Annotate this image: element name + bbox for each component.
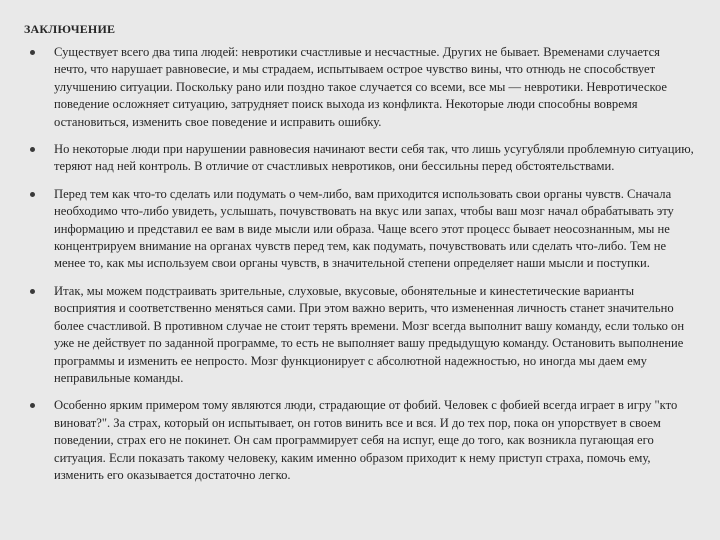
- bullet-icon: [30, 192, 35, 197]
- bullet-text: Особенно ярким примером тому являются люди, страдающие от фобий. Человек с фобией всегда играет в игру "кто виноват?". За страх, который он испытывает, он готов винить все и вся. И до тех пор, пока он упорствует в своем поведении, страх его не покинет. Он сам программирует себя на испуг, еще до того, как возникла пугающая его ситуация. Если показать такому человеку, каким именно образом приходит к нему приступ страха, помочь ему, изменить его оказывается достаточно легко.: [54, 398, 678, 482]
- bullet-icon: [30, 289, 35, 294]
- bullet-icon: [30, 50, 35, 55]
- list-item: [24, 283, 694, 387]
- list-item: [24, 397, 694, 484]
- bullet-text: Перед тем как что-то сделать или подумать о чем-либо, вам приходится использовать свои органы чувств. Сначала необходимо что-либо увидеть, услышать, почувствовать на вкус или запах, чтобы ваш мозг начал обрабатывать эту информацию и представил ее вам в виде мысли или образа. Чаще всего этот процесс бывает неосознанным, мы не концентрируем внимание на органах чувств перед тем, как подумать, почувствовать или сделать что-либо. Тем не менее то, как мы используем свои органы чувств, в значительной степени определяет наши мысли и поступки.: [54, 186, 674, 271]
- list-item: [24, 186, 694, 273]
- bullet-text: Существует всего два типа людей: невротики счастливые и несчастные. Других не бывает. Временами случается нечто, что нарушает равновесие, и мы страдаем, испытываем острое чувство вины, что отнюдь не способствует улучшению ситуации. Поскольку рано или поздно такое случается со всеми, все мы — невротики. Невротическое поведение осложняет ситуацию, затрудняет поиск выхода из конфликта. Некоторые люди способны вовремя остановиться, изменить свое поведение и исправить ошибку.: [54, 45, 668, 129]
- slide-title: ЗАКЛЮЧЕНИЕ: [24, 22, 116, 36]
- list-item: [24, 44, 694, 131]
- bullet-icon: [30, 147, 35, 152]
- bullet-text: Итак, мы можем подстраивать зрительные, слуховые, вкусовые, обонятельные и кинестетические варианты восприятия и соответственно меняться сами. При этом важно верить, что измененная личность станет значительно более счастливой. В противном случае не стоит терять времени. Мозг всегда выполнит вашу команду, если только он уже не действует по заданной программе, то есть не выполняет вашу предыдущую команду. Остановить выполнение программы и изменить ее непросто. Мозг функционирует с абсолютной надежностью, но иногда мы даем ему неправильные команды.: [54, 283, 685, 385]
- bullet-text: Но некоторые люди при нарушении равновесия начинают вести себя так, что лишь усугубляли проблемную ситуацию, теряют над ней контроль. В отличие от счастливых невротиков, они бессильны перед обстоятельствами.: [54, 142, 694, 174]
- list-item: [24, 141, 694, 176]
- bullet-icon: [30, 403, 35, 408]
- bullet-list: [24, 44, 694, 494]
